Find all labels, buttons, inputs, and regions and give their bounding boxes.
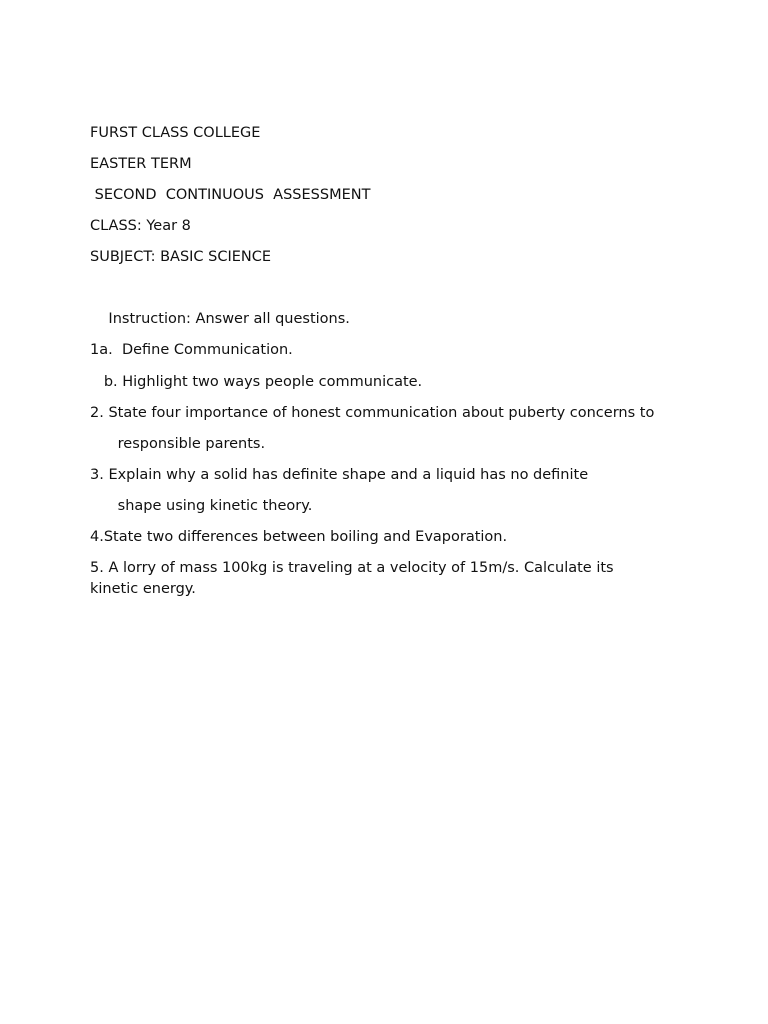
school-name: FURST CLASS COLLEGE bbox=[90, 125, 261, 141]
question-5: 5. A lorry of mass 100kg is traveling at a velocity of 15m/s. Calculate its kinetic energy. bbox=[90, 560, 614, 597]
assessment-title: SECOND CONTINUOUS ASSESSMENT bbox=[90, 187, 371, 203]
question-4: 4.State two differences between boiling and Evaporation. bbox=[90, 529, 508, 545]
question-1b: b. Highlight two ways people communicate. bbox=[90, 374, 423, 390]
subject-line: SUBJECT: BASIC SCIENCE bbox=[90, 249, 272, 265]
class-line: CLASS: Year 8 bbox=[90, 218, 191, 234]
term-label: EASTER TERM bbox=[90, 156, 192, 172]
question-2-continued: responsible parents. bbox=[90, 436, 266, 452]
question-2: 2. State four importance of honest communication about puberty concerns to bbox=[90, 405, 655, 421]
question-1a: 1a. Define Communication. bbox=[90, 342, 293, 358]
instruction-line: Instruction: Answer all questions. bbox=[90, 311, 350, 327]
question-3: 3. Explain why a solid has definite shape and a liquid has no definite bbox=[90, 467, 589, 483]
question-3-continued: shape using kinetic theory. bbox=[90, 498, 313, 514]
